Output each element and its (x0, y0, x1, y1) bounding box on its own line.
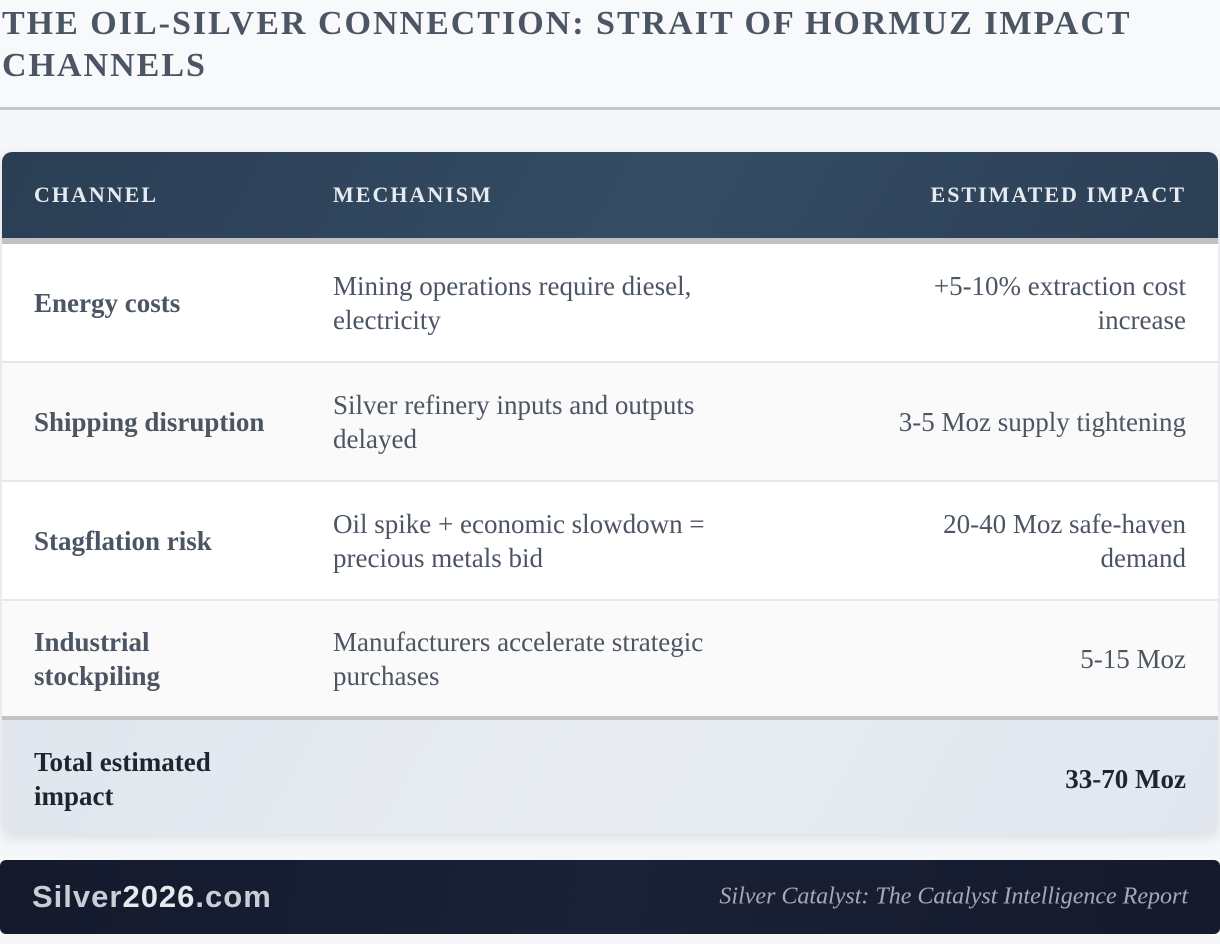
cell-mechanism: Silver refinery inputs and outputs delayed (333, 389, 695, 454)
footer (0, 860, 1220, 934)
impact-table (2, 152, 1218, 834)
brand-suffix: .com (195, 879, 272, 914)
table-row (2, 601, 1218, 720)
table-body (2, 244, 1218, 720)
cell-mechanism: Mining operations require diesel, electricity (333, 270, 692, 335)
cell-impact: 5-15 Moz (1080, 643, 1186, 674)
cell-channel: Shipping disruption (34, 406, 265, 437)
cell-impact: 20-40 Moz safe-haven demand (943, 508, 1186, 573)
total-label: Total estimated impact (34, 747, 211, 811)
table-row (2, 244, 1218, 363)
cell-channel: Industrial stockpiling (34, 626, 161, 691)
brand-prefix: Silver (32, 879, 123, 914)
table-header (2, 152, 1218, 244)
cell-impact: +5-10% extraction cost increase (933, 270, 1186, 335)
table-row (2, 482, 1218, 601)
brand-logo[interactable] (32, 879, 272, 915)
header-channel: CHANNEL (34, 182, 159, 207)
cell-impact: 3-5 Moz supply tightening (898, 406, 1186, 437)
header-mechanism: MECHANISM (333, 182, 493, 207)
cell-mechanism: Manufacturers accelerate strategic purchases (333, 626, 704, 691)
footer-tagline: Silver Catalyst: The Catalyst Intelligence Report (719, 883, 1188, 910)
table-row (2, 363, 1218, 482)
cell-channel: Energy costs (34, 287, 181, 318)
brand-highlight: 2026 (122, 879, 196, 914)
total-value: 33-70 Moz (1065, 764, 1186, 794)
cell-channel: Stagflation risk (34, 525, 212, 556)
total-row (2, 720, 1218, 834)
cell-mechanism: Oil spike + economic slowdown = precious metals bid (333, 508, 705, 573)
title-area (0, 0, 1220, 110)
page-title: THE OIL-SILVER CONNECTION: STRAIT OF HORMUZ IMPACT CHANNELS (2, 5, 1131, 84)
header-impact: ESTIMATED IMPACT (930, 182, 1186, 207)
